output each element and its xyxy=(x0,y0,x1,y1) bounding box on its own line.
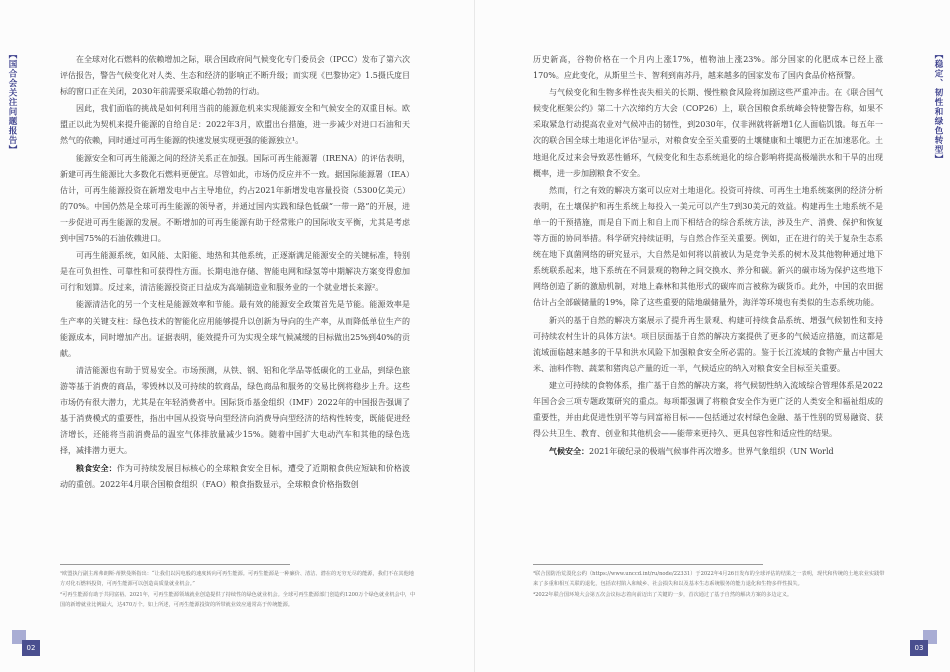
paragraph: 在全球对化石燃料的依赖增加之际，联合国政府间气候变化专门委员会（IPCC）发布了第六次评估报告，警告气候变化对人类、生态和经济的影响正不断升级；而实现《巴黎协定》1.5摄氏度目标的窗口正在关闭，2030年前需要采取雄心勃勃的行动。 xyxy=(60,55,410,97)
page-number: 02 xyxy=(22,640,40,656)
paragraph: 因此，我们面临的挑战是如何利用当前的能源危机来实现能源安全和气候安全的双重目标。欧盟正以此为契机来提升能源的自给自足：2022年3月，欧盟出台措施，进一步减少对进口石油和天然气的依赖，同时通过可再生能源的快速发展实现更强的能源独立¹。 xyxy=(60,104,410,146)
climate-security-heading: 气候安全： xyxy=(549,446,589,457)
paragraph: 能源清洁化的另一个支柱是能源效率和节能。最有效的能源安全政策首先是节能。能源效率是生产率的关键支柱：绿色技术的智能化应用能够提升以创新为导向的生产率，从而降低单位生产的能源成本，同时增加产出。证据表明，能效提升可为实现全球气候减缓的目标做出25%到40%的贡献。 xyxy=(60,300,410,358)
footnote: ¹欧盟执行副主席弗朗斯·蒂默曼斯指出：“让我们以闪电般的速度转向可再生能源。可再生能源是一种廉价、清洁、潜在的无穷无尽的能源，我们不在其他地方对化石燃料投资，可再生能源可以创造高质量就业机会。” xyxy=(60,571,414,587)
report-series-tab: 【国合会关注问题报告】 xyxy=(7,50,17,155)
right-body-column xyxy=(533,52,883,461)
right-footnotes xyxy=(533,570,889,603)
footnote-divider xyxy=(533,564,763,565)
left-body-column xyxy=(60,52,410,495)
paragraph: 建立可持续的食物体系，推广基于自然的解决方案，将气候韧性纳入流域综合管理体系是2022年国合会三项专题政策研究的重点。每项都强调了将粮食安全作为更广泛的人类安全和福祉组成的重要性，并由此促进性别平等与同富裕目标——包括通过农村绿色金融、基于性别的贸易融资、获得公共卫生、教育、创业和其他机会——能带来更持久、更具包容性和适应性的结果。 xyxy=(533,380,883,439)
left-footnotes xyxy=(60,570,416,612)
right-page xyxy=(475,0,950,672)
page-number: 03 xyxy=(910,640,928,656)
paragraph: 可再生能源系统，如风能、太阳能、地热和其他系统，正逐渐满足能源安全的关键标准，特别是在可负担性、可靠性和可获得性方面。长期电池存储、智能电网和绿氢等中期解决方案变得愈加可行和划算。反过来，清洁能源投资正日益成为高端制造业和服务业的一个就业增长来源²。 xyxy=(60,251,410,293)
section-title-tab: 【稳定、韧性和绿色转型】 xyxy=(933,50,943,164)
food-security-paragraph xyxy=(60,460,410,493)
footnote: ⁴2022年联合国环境大会第五次会议标志着向前迈出了关键的一步，首次通过了基于自然的解决方案的多边定义。 xyxy=(533,592,793,598)
paragraph: 清洁能源也有助于贸易安全。市场预测，从铁、钢、铝和化学品等低碳化的工业品，到绿色旅游等基于消费的商品，零毁林以及可持续的软商品，绿色商品和服务的交易比例将稳步上升。这些市场仍有很大潜力，尤其是在年轻消费者中。国际货币基金组织（IMF）2022年的中国报告强调了基于消费模式的重要性，指出中国从投资导向型经济向消费导向型经济的结构性转变，既能促进经济增长，还能将当前消费品的温室气体排放量减少15%。随着中国扩大电动汽车和其他的绿色选择，减排潜力更大。 xyxy=(60,365,410,456)
paragraph: 新兴的基于自然的解决方案展示了提升再生景观、构建可持续食品系统、增强气候韧性和支持可持续农村生计的具体方法⁴。项目层面基于自然的解决方案提供了更多的气候适应措施，而这都是流域面临越来越多的干旱和洪水风险下加强粮食安全所必需的。鉴于长江流域的食物产量占中国大米、油料作物、蔬菜和猪肉总产量的近一半，气候适应的纳入对粮食安全目标至关重要。 xyxy=(533,315,883,373)
paragraph: 历史新高，谷物价格在一个月内上涨17%，植物油上涨23%。部分国家的化肥成本已经上涨170%。应此变化，从斯里兰卡、智利到南苏丹，越来越多的国家发布了国内食品价格预警。 xyxy=(533,55,883,81)
paragraph: 然而，行之有效的解决方案可以应对土地退化。投资可持续、可再生土地系统案例的经济分析表明，在土壤保护和再生系统上每投入一美元可以产生7到30美元的效益。构建再生土地系统不是单一的干预措施，而是自下而上和自上而下相结合的综合系统方法，涉及生产、消费、保护和恢复等方面的协同举措。科学研究持续证明，与自然合作至关重要。例如，正在进行的关于复杂生态系统在地下真菌网络的研究显示，大自然是如何将以前被认为是竞争关系的树木及其他物种通过地下系统联系起来，地下系统在不同景观的物种之间交换水、养分和碳。新兴的碳市场为保护这些地下网络创造了新的激励机制，对地上森林和其他形式的碳库而言被称为碳货币。此外，中国的农田据估计占全部碳储量的19%，除了这些重要的陆地碳储量外，海洋等环境也有类似的生态系统功能。 xyxy=(533,185,883,308)
footnote: ²可再生能源有助于共同富裕。2021年，可再生能源领域就业创造提供了持续性的绿色就业机会。全球可再生能源部门创造约1200万个绿色就业机会中，中国的新增就业比例最大，达470万个。如上所述，可再生能源投资的所带就业效应通常高于传统能源。 xyxy=(60,592,416,608)
footnote-divider xyxy=(60,564,290,565)
footnote: ³联合国防治荒漠化公约（https://www.unccd.int/ru/node/22331）于2022年4月26日发布的全球评估的结果之一表明，现代和传统的土地农业实践带来了多重和相互关联的退化，包括农村陷入和城乡、社会损失和以及基本生态系统服务的能力退化和生物多样性损失。 xyxy=(533,571,885,587)
paragraph: 与气候变化和生物多样性丧失相关的长期、慢性粮食风险将加剧这些严重冲击。在《联合国气候变化框架公约》第二十六次缔约方大会（COP26）上，联合国粮食系统峰会特使警告称，如果不采取紧急行动提高农业对气候冲击的韧性，到2030年，仅非洲就将新增1亿人面临饥饿。每五年一次的联合国全球土地退化评估³显示，对粮食安全至关重要的土壤健康和土壤肥力正在加速恶化。土地退化反过来会导致恶性循环，气候变化和生态系统退化的综合影响将提高极端洪水和干旱的出现概率，进一步加剧粮食不安全。 xyxy=(533,88,883,178)
climate-security-paragraph xyxy=(533,443,883,460)
food-security-text: 作为可持续发展目标核心的全球粮食安全目标，遭受了近期粮食供应短缺和价格波动的重创。2022年4月联合国粮食组织（FAO）粮食指数显示，全球粮食价格指数创 xyxy=(60,464,410,490)
climate-security-text: 2021年破纪录的极端气候事件再次增多。世界气象组织（UN World xyxy=(589,447,834,457)
food-security-heading: 粮食安全： xyxy=(76,463,117,474)
paragraph: 能源安全和可再生能源之间的经济关系正在加强。国际可再生能源署（IRENA）的评估表明，新建可再生能源比大多数化石燃料更便宜。尽管如此，市场仍反应并不一致。据国际能源署（IEA）估计，可再生能源投资在新增发电中占主导地位，约占2021年新增发电容量投资（5300亿美元）的70%。中国仍然是全球可再生能源的领导者，并通过国内实践和绿色低碳“一带一路”的开展，进一步促进可再生能源的发展。不断增加的可再生能源有助于经常账户的国际收支平衡，尤其是考虑到中国75%的石油依赖进口。 xyxy=(60,153,410,244)
